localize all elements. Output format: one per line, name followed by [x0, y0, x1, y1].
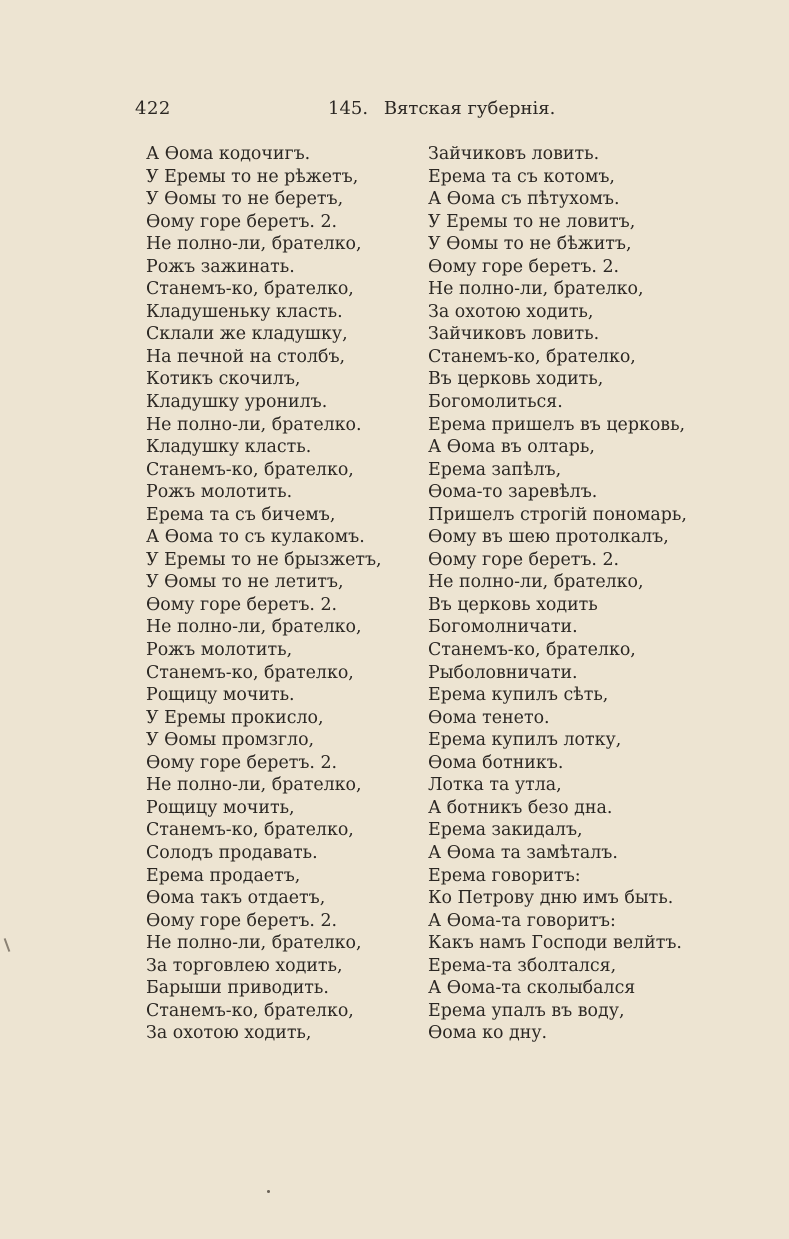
verse-line: Рощицу мочить, [146, 797, 295, 818]
verse-line: Ерема запѣлъ, [428, 459, 562, 480]
page-header [0, 98, 789, 128]
verse-line: За охотою ходить, [428, 301, 594, 322]
verse-line: За охотою ходить, [146, 1023, 312, 1044]
verse-line: А Ѳома та замѣталъ. [428, 842, 618, 863]
verse-line: Ерема купилъ лотку, [428, 730, 622, 751]
verse-line: Лотка та утла, [428, 775, 562, 796]
verse-line: Рожъ зажинать. [146, 256, 295, 277]
verse-line: Ерема закидалъ, [428, 820, 583, 841]
verse-line: Не полно-ли, брателко, [428, 572, 644, 593]
verse-line: А Ѳома-та говоритъ: [428, 910, 616, 931]
verse-line: Станемъ-ко, брателко, [428, 346, 636, 367]
verse-line: У Ѳомы то не беретъ, [146, 189, 344, 210]
verse-line: А Ѳома въ олтарь, [428, 437, 595, 458]
verse-line: Станемъ-ко, брателко, [428, 640, 636, 661]
verse-line: Кладушку уронилъ. [146, 392, 328, 413]
verse-line: Ерема продаетъ, [146, 865, 301, 886]
verse-line: У Еремы прокисло, [146, 707, 324, 728]
section-number: 145. [328, 98, 369, 119]
verse-line: Пришелъ строгій пономарь, [428, 504, 687, 525]
verse-line: У Ѳомы то не бѣжитъ, [428, 234, 632, 255]
verse-line: Богомолничати. [428, 617, 578, 638]
verse-line: У Еремы то не брызжетъ, [146, 549, 382, 570]
verse-line: Станемъ-ко, брателко, [146, 1000, 354, 1021]
verse-line: Солодъ продавать. [146, 842, 318, 863]
verse-line: Ерема купилъ сѣть, [428, 685, 609, 706]
verse-line: Рощицу мочить. [146, 685, 295, 706]
verse-line: Ѳому горе беретъ. 2. [146, 752, 338, 773]
verse-line: Зайчиковъ ловить. [428, 144, 600, 164]
verse-line: За торговлею ходить, [146, 955, 343, 976]
verse-line: Кладушку класть. [146, 437, 312, 458]
left-verse-column [146, 143, 396, 1045]
verse-line: Ѳома такъ отдаетъ, [146, 888, 326, 909]
verse-line: Въ церковь ходить [428, 594, 598, 615]
verse-line: Въ церковь ходить, [428, 369, 604, 390]
verse-line: У Еремы то не ловитъ, [428, 211, 636, 232]
verse-line: На печной на столбъ, [146, 346, 346, 367]
verse-line: А Ѳома кодочигъ. [146, 144, 311, 164]
section-title: Вятская губернія. [383, 98, 556, 119]
verse-line: Ерема-та зболтался, [428, 955, 617, 976]
verse-line: Рыболовничати. [428, 662, 578, 683]
verse-line: Ерема та съ бичемъ, [146, 504, 336, 525]
verse-line: Ѳому въ шею протолкалъ, [428, 527, 669, 548]
verse-line: Ѳому горе беретъ. 2. [146, 211, 338, 232]
verse-line: Ерема та съ котомъ, [428, 166, 615, 187]
verse-line: Станемъ-ко, брателко, [146, 820, 354, 841]
verse-line: Кладушеньку класть. [146, 301, 343, 322]
verse-line: Не полно-ли, брателко, [146, 234, 362, 255]
verse-line: Ко Петрову дню имъ быть. [428, 888, 674, 909]
verse-line: Не полно-ли, брателко. [146, 414, 362, 435]
verse-line: А Ѳома то съ кулакомъ. [146, 527, 365, 548]
verse-line: Рожъ молотить, [146, 640, 293, 661]
printed-dot [267, 1190, 270, 1193]
verse-line: А ботникъ безо дна. [428, 797, 613, 818]
verse-line: Зайчиковъ ловить. [428, 324, 600, 345]
verse-line: Ѳома-то заревѣлъ. [428, 482, 598, 503]
verse-line: Ерема пришелъ въ церковь, [428, 414, 686, 435]
verse-line: Ѳому горе беретъ. 2. [146, 910, 338, 931]
verse-line: А Ѳома-та сколыбался [428, 978, 636, 999]
verse-line: Ѳому горе беретъ. 2. [428, 256, 620, 277]
verse-line: Не полно-ли, брателко, [146, 617, 362, 638]
verse-line: Станемъ-ко, брателко, [146, 279, 354, 300]
verse-line: Не полно-ли, брателко, [146, 775, 362, 796]
verse-line: У Ѳомы то не летитъ, [146, 572, 344, 593]
verse-line: Ерема упалъ въ воду, [428, 1000, 625, 1021]
verse-line: Станемъ-ко, брателко, [146, 662, 354, 683]
verse-line: Станемъ-ко, брателко, [146, 459, 354, 480]
verse-line: Ѳома ко дну. [428, 1023, 548, 1044]
running-head [328, 98, 555, 119]
verse-line: Богомолиться. [428, 392, 563, 413]
page-number: 422 [135, 98, 171, 119]
right-verse-column [428, 143, 728, 1045]
verse-line: Ѳому горе беретъ. 2. [428, 549, 620, 570]
verse-line: Не полно-ли, брателко, [428, 279, 644, 300]
verse-line: Ѳому горе беретъ. 2. [146, 594, 338, 615]
verse-line: У Еремы то не рѣжетъ, [146, 166, 359, 187]
margin-mark [4, 938, 11, 952]
verse-line: А Ѳома съ пѣтухомъ. [428, 189, 620, 210]
verse-line: Котикъ скочилъ, [146, 369, 301, 390]
verse-line: Склали же кладушку, [146, 324, 348, 345]
verse-line: Ерема говоритъ: [428, 865, 581, 886]
verse-line: Не полно-ли, брателко, [146, 933, 362, 954]
verse-line: У Ѳомы промзгло, [146, 730, 315, 751]
verse-line: Ѳома ботникъ. [428, 752, 564, 773]
verse-line: Какъ намъ Господи велйтъ. [428, 933, 682, 954]
verse-line: Рожъ молотить. [146, 482, 293, 503]
verse-line: Барыши приводить. [146, 978, 329, 999]
verse-line: Ѳома тенето. [428, 707, 550, 728]
